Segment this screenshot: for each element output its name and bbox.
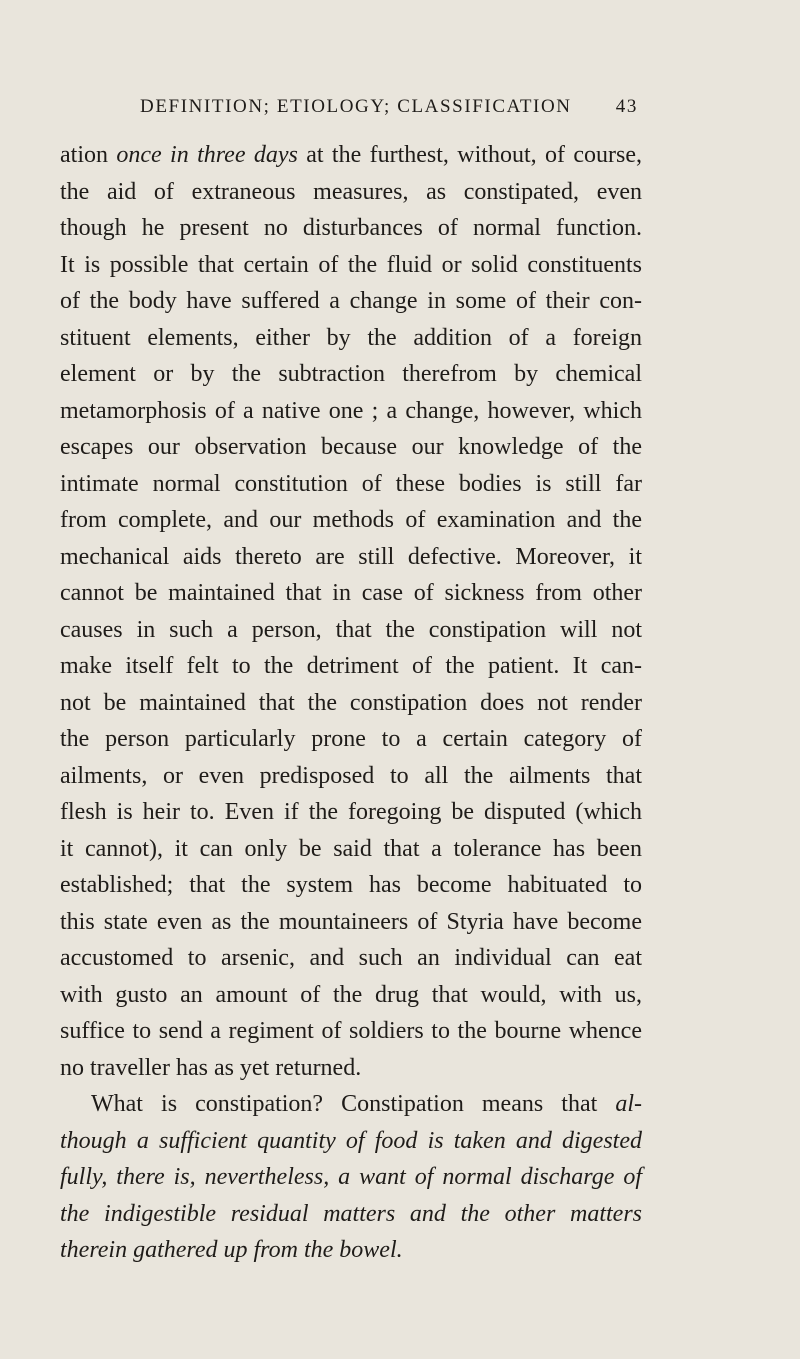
text-segment: cannot be maintained that in case of sickness from other bbox=[60, 580, 642, 606]
text-segment: ation bbox=[60, 142, 117, 168]
text-segment: It is possible that certain of the fluid or solid constituents bbox=[60, 251, 642, 278]
text-segment: it cannot), it can only be said that a tolerance has been bbox=[60, 835, 642, 862]
text-line bbox=[60, 721, 642, 758]
text-line bbox=[60, 940, 642, 977]
text-line bbox=[60, 1232, 642, 1269]
text-line bbox=[60, 794, 642, 831]
text-line bbox=[60, 648, 642, 685]
text-segment: this state even as the mountaineers of Styria have become bbox=[60, 908, 642, 935]
text-segment: stituent elements, either by the addition of a foreign bbox=[60, 324, 642, 351]
body-text bbox=[60, 137, 642, 1269]
text-segment: though he present no disturbances of normal function. bbox=[60, 215, 642, 241]
text-line bbox=[60, 1050, 642, 1087]
text-segment: causes in such a person, that the constipation will not bbox=[60, 616, 642, 643]
text-segment: intimate normal constitution of these bodies is still far bbox=[60, 470, 642, 497]
text-line bbox=[60, 393, 642, 430]
text-segment: not be maintained that the constipation does not render bbox=[60, 689, 642, 716]
text-segment: the person particularly prone to a certain category of bbox=[60, 726, 642, 752]
text-line bbox=[60, 356, 642, 393]
text-segment: no traveller has as yet returned. bbox=[60, 1054, 362, 1081]
text-segment: suffice to send a regiment of soldiers to the bourne whence bbox=[60, 1018, 642, 1044]
italic-text: al- bbox=[615, 1091, 642, 1117]
text-segment: flesh is heir to. Even if the foregoing be disputed (which bbox=[60, 799, 642, 825]
text-segment: escapes our observation because our knowledge of the bbox=[60, 434, 642, 460]
text-segment: mechanical aids thereto are still defective. Moreover, it bbox=[60, 543, 642, 570]
text-line bbox=[60, 867, 642, 904]
text-line bbox=[60, 539, 642, 576]
text-segment: metamorphosis of a native one ; a change, however, which bbox=[60, 397, 642, 424]
text-segment: What is constipation? Constipation means that bbox=[91, 1091, 616, 1117]
text-line bbox=[60, 502, 642, 539]
text-line bbox=[60, 283, 642, 320]
text-line bbox=[60, 1196, 642, 1233]
text-segment: make itself felt to the detriment of the patient. It can- bbox=[60, 653, 642, 679]
text-line bbox=[60, 685, 642, 722]
text-line bbox=[60, 977, 642, 1014]
text-segment: with gusto an amount of the drug that would, with us, bbox=[60, 981, 642, 1008]
text-line bbox=[60, 831, 642, 868]
text-line bbox=[60, 612, 642, 649]
text-line bbox=[60, 174, 642, 211]
running-head-title: DEFINITION; ETIOLOGY; CLASSIFICATION bbox=[140, 96, 572, 117]
text-line bbox=[60, 1123, 642, 1160]
text-line bbox=[60, 1013, 642, 1050]
page-number: 43 bbox=[615, 96, 638, 117]
text-line bbox=[60, 210, 642, 247]
text-segment: the aid of extraneous measures, as constipated, even bbox=[60, 178, 642, 205]
italic-text: fully, there is, nevertheless, a want of normal discharge of bbox=[60, 1164, 642, 1190]
text-line bbox=[60, 137, 642, 174]
italic-text: once in three days bbox=[116, 142, 298, 168]
text-line bbox=[60, 429, 642, 466]
text-line bbox=[60, 1086, 642, 1123]
text-line bbox=[60, 575, 642, 612]
text-line bbox=[60, 904, 642, 941]
text-segment: established; that the system has become habituated to bbox=[60, 872, 642, 898]
text-segment: from complete, and our methods of examination and the bbox=[60, 507, 642, 533]
text-line bbox=[60, 758, 642, 795]
italic-text: the indigestible residual matters and the other matters bbox=[60, 1200, 642, 1227]
text-segment: of the body have suffered a change in some of their con- bbox=[60, 288, 642, 314]
text-line bbox=[60, 466, 642, 503]
italic-text: therein gathered up from the bowel. bbox=[60, 1237, 403, 1263]
running-head bbox=[140, 96, 638, 120]
text-line bbox=[60, 247, 642, 284]
text-segment: element or by the subtraction therefrom by chemical bbox=[60, 361, 642, 387]
text-line bbox=[60, 1159, 642, 1196]
italic-text: though a sufficient quantity of food is taken and digested bbox=[60, 1127, 642, 1154]
text-segment: accustomed to arsenic, and such an individual can eat bbox=[60, 945, 642, 971]
text-segment: at the furthest, without, of course, bbox=[297, 142, 642, 168]
text-line bbox=[60, 320, 642, 357]
text-segment: ailments, or even predisposed to all the ailments that bbox=[60, 762, 642, 789]
